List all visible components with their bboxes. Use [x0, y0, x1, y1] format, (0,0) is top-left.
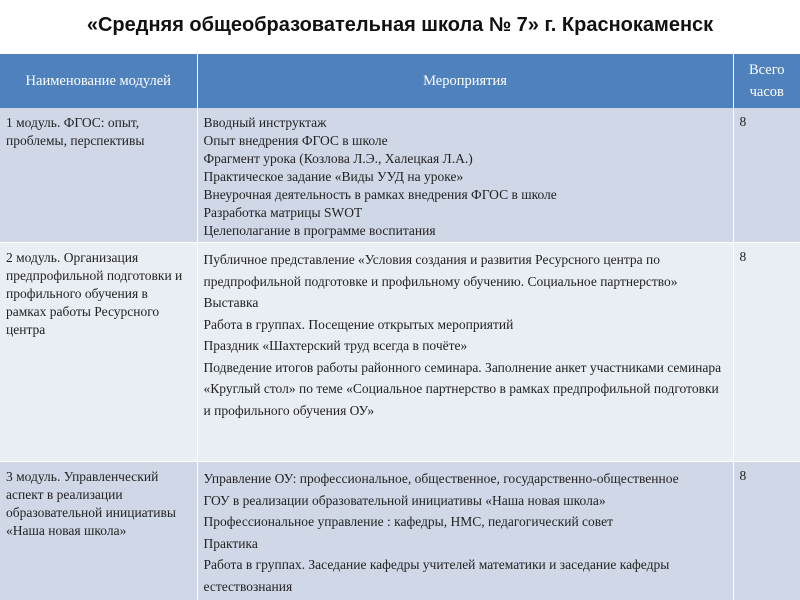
- module-name: 2 модуль. Организация предпрофильной подготовки и профильного обучения в рамках работы Ресурсного центра: [0, 243, 197, 462]
- activities-cell: [197, 243, 733, 462]
- activity-item: Фрагмент урока (Козлова Л.Э., Халецкая Л.А.): [203, 151, 473, 166]
- table-row: [0, 243, 800, 462]
- table-row: [0, 108, 800, 243]
- table-header-row: [0, 54, 800, 108]
- activities-cell: [197, 462, 733, 600]
- slide-title: «Средняя общеобразовательная школа № 7» г. Краснокаменск: [86, 14, 714, 36]
- activity-item: Практическое задание «Виды УУД на уроке»: [203, 169, 464, 184]
- activity-item: Выставка: [203, 295, 259, 310]
- activity-item: Работа в группах. Посещение открытых мероприятий: [203, 316, 514, 332]
- hours-cell: 8: [733, 243, 800, 462]
- module-name: 1 модуль. ФГОС: опыт, проблемы, перспективы: [0, 108, 197, 243]
- activity-item: Профессиональное управление : кафедры, НМС, педагогический совет: [203, 514, 613, 529]
- header-activities: Мероприятия: [197, 54, 733, 108]
- activity-item: Работа в группах. Заседание кафедры учителей математики и заседание кафедры естествознания: [203, 557, 670, 594]
- table-row: [0, 462, 800, 600]
- header-hours: Всего часов: [733, 54, 800, 108]
- activity-item: Целеполагание в программе воспитания: [203, 223, 436, 238]
- activity-item: «Круглый стол» по теме «Социальное партнерство в рамках предпрофильной подготовки и профильного обучения ОУ»: [203, 381, 719, 418]
- header-module: Наименование модулей: [0, 54, 197, 108]
- activity-item: Опыт внедрения ФГОС в школе: [203, 133, 388, 148]
- activities-cell: [197, 108, 733, 243]
- activity-item: Управление ОУ: профессиональное, общественное, государственно-общественное: [203, 471, 679, 486]
- hours-cell: 8: [733, 108, 800, 243]
- activity-item: Внеурочная деятельность в рамках внедрения ФГОС в школе: [203, 187, 557, 202]
- activity-item: Практика: [203, 535, 258, 551]
- activity-item: Разработка матрицы SWOT: [203, 205, 363, 220]
- module-name: 3 модуль. Управленческий аспект в реализации образовательной инициативы «Наша новая школа»: [0, 462, 197, 600]
- activity-item: Вводный инструктаж: [203, 115, 327, 130]
- modules-table: [0, 54, 800, 600]
- activity-item: Публичное представление «Условия создания и развития Ресурсного центра по предпрофильной подготовке и профильному обучению. Социальное партнерство»: [203, 252, 678, 289]
- activity-item: Праздник «Шахтерский труд всегда в почёте»: [203, 338, 468, 353]
- hours-cell: 8: [733, 462, 800, 600]
- activity-item: ГОУ в реализации образовательной инициативы «Наша новая школа»: [203, 492, 606, 508]
- activity-item: Подведение итогов работы районного семинара. Заполнение анкет участниками семинара: [203, 359, 722, 375]
